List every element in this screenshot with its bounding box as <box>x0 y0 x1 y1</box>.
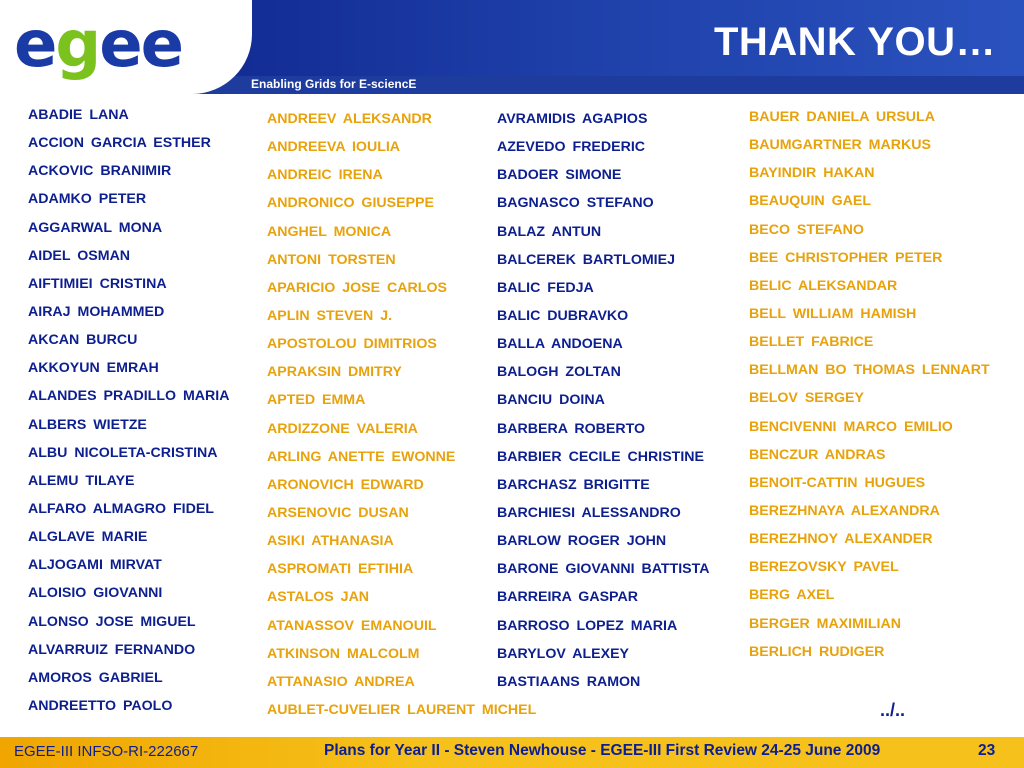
name-entry: AKCAN BURCU <box>28 332 138 349</box>
name-entry: ARDIZZONE VALERIA <box>267 420 418 437</box>
logo-letter-e3: e <box>140 8 183 82</box>
name-entry: BELLMAN BO THOMAS LENNART <box>749 362 990 379</box>
name-entry: BEREZOVSKY PAVEL <box>749 559 899 576</box>
name-entry: APOSTOLOU DIMITRIOS <box>267 336 437 353</box>
name-entry: ALEMU TILAYE <box>28 472 135 489</box>
name-entry: BERGER MAXIMILIAN <box>749 615 901 632</box>
egee-logo <box>14 10 182 80</box>
name-entry: BALIC FEDJA <box>497 279 594 296</box>
name-entry: BALCEREK BARTLOMIEJ <box>497 251 675 268</box>
name-entry: ALBU NICOLETA-CRISTINA <box>28 444 218 461</box>
names-column-2 <box>267 105 536 724</box>
name-entry: ACCION GARCIA ESTHER <box>28 135 211 152</box>
name-entry: BELLET FABRICE <box>749 334 874 351</box>
name-entry: APTED EMMA <box>267 392 366 409</box>
name-entry: BAYINDIR HAKAN <box>749 165 875 182</box>
name-entry: AIRAJ MOHAMMED <box>28 303 165 320</box>
name-entry: ALGLAVE MARIE <box>28 529 148 546</box>
name-entry: BEREZHNAYA ALEXANDRA <box>749 502 940 519</box>
logo-letter-g: g <box>55 8 100 82</box>
name-entry: BARCHIESI ALESSANDRO <box>497 504 681 521</box>
name-entry: BEREZHNOY ALEXANDER <box>749 531 933 548</box>
name-entry: ANDREEV ALEKSANDR <box>267 111 432 127</box>
name-entry: BENOIT-CATTIN HUGUES <box>749 474 926 491</box>
name-entry: BARCHASZ BRIGITTE <box>497 476 650 493</box>
name-entry: BERLICH RUDIGER <box>749 643 885 660</box>
name-entry: ATANASSOV EMANOUIL <box>267 617 437 634</box>
name-entry: BALIC DUBRAVKO <box>497 307 629 324</box>
name-entry: BAUER DANIELA URSULA <box>749 109 935 125</box>
name-entry: ARSENOVIC DUSAN <box>267 504 409 521</box>
name-entry: BECO STEFANO <box>749 221 864 238</box>
name-entry: BARROSO LOPEZ MARIA <box>497 617 678 634</box>
name-entry: ANDREIC IRENA <box>267 167 383 184</box>
name-entry: ANDREEVA IOULIA <box>267 139 401 156</box>
name-entry: AIFTIMIEI CRISTINA <box>28 275 167 292</box>
name-entry: BENCIVENNI MARCO EMILIO <box>749 418 953 435</box>
name-entry: BANCIU DOINA <box>497 392 605 409</box>
name-entry: BARBERA ROBERTO <box>497 420 646 437</box>
name-entry: AKKOYUN EMRAH <box>28 360 159 377</box>
slide-header <box>0 0 1024 96</box>
tagline: Enabling Grids for E-sciencE <box>251 77 417 91</box>
logo-letter-e1: e <box>14 8 56 82</box>
name-entry: BENCZUR ANDRAS <box>749 446 886 463</box>
name-entry: ALVARRUIZ FERNANDO <box>28 641 196 658</box>
name-entry: BARREIRA GASPAR <box>497 589 638 606</box>
name-entry: BELIC ALEKSANDAR <box>749 277 898 294</box>
name-entry: AGGARWAL MONA <box>28 219 163 236</box>
name-entry: BAGNASCO STEFANO <box>497 195 654 212</box>
name-entry: BASTIAANS RAMON <box>497 673 641 690</box>
name-entry: ANDREETTO PAOLO <box>28 697 173 714</box>
name-entry: AUBLET-CUVELIER LAURENT MICHEL <box>267 701 537 718</box>
names-column-1 <box>28 101 229 720</box>
name-entry: ALJOGAMI MIRVAT <box>28 557 162 574</box>
name-entry: BADOER SIMONE <box>497 167 622 184</box>
name-entry: APRAKSIN DMITRY <box>267 364 402 381</box>
name-entry: ASPROMATI EFTIHIA <box>267 561 414 578</box>
name-entry: BERG AXEL <box>749 587 835 604</box>
name-entry: ALONSO JOSE MIGUEL <box>28 613 196 630</box>
footer-presentation-title: Plans for Year II - Steven Newhouse - EGEE-III First Review 24-25 June 2009 <box>324 742 881 759</box>
slide-footer <box>0 737 1024 768</box>
name-entry: ASIKI ATHANASIA <box>267 533 394 550</box>
name-entry: BEAUQUIN GAEL <box>749 193 872 210</box>
names-column-3 <box>497 105 710 696</box>
name-entry: APARICIO JOSE CARLOS <box>267 279 447 296</box>
name-entry: BARYLOV ALEXEY <box>497 645 630 662</box>
logo-container <box>0 0 252 94</box>
name-entry: AVRAMIDIS AGAPIOS <box>497 111 648 127</box>
name-entry: BALOGH ZOLTAN <box>497 364 621 381</box>
name-entry: ASTALOS JAN <box>267 589 370 606</box>
name-entry: BAUMGARTNER MARKUS <box>749 137 931 154</box>
name-entry: BARLOW ROGER JOHN <box>497 533 667 550</box>
name-entry: BELL WILLIAM HAMISH <box>749 305 917 322</box>
name-entry: APLIN STEVEN J. <box>267 307 393 324</box>
name-entry: BALAZ ANTUN <box>497 223 602 240</box>
name-entry: ALANDES PRADILLO MARIA <box>28 388 230 405</box>
continuation-marker: ../.. <box>880 700 906 720</box>
name-entry: ARLING ANETTE EWONNE <box>267 448 456 465</box>
name-entry: BEE CHRISTOPHER PETER <box>749 249 943 266</box>
name-entry: AIDEL OSMAN <box>28 247 131 264</box>
name-entry: ALFARO ALMAGRO FIDEL <box>28 500 214 517</box>
logo-letter-e2: e <box>99 8 141 82</box>
name-entry: BARBIER CECILE CHRISTINE <box>497 448 705 465</box>
slide-title: THANK YOU… <box>713 20 996 64</box>
name-entry: ALBERS WIETZE <box>28 416 147 433</box>
name-entry: ABADIE LANA <box>28 107 129 123</box>
name-entry: BARONE GIOVANNI BATTISTA <box>497 561 710 578</box>
name-entry: AZEVEDO FREDERIC <box>497 139 646 156</box>
name-entry: ATKINSON MALCOLM <box>267 645 420 662</box>
names-column-4 <box>749 103 990 666</box>
name-entry: ALOISIO GIOVANNI <box>28 585 163 602</box>
name-entry: BELOV SERGEY <box>749 390 864 407</box>
name-entry: ANGHEL MONICA <box>267 223 392 240</box>
name-entry: ARONOVICH EDWARD <box>267 476 424 493</box>
name-entry: ACKOVIC BRANIMIR <box>28 163 172 180</box>
name-entry: AMOROS GABRIEL <box>28 669 163 686</box>
name-entry: ANTONI TORSTEN <box>267 251 396 268</box>
name-entry: ATTANASIO ANDREA <box>267 673 415 690</box>
footer-project-id: EGEE-III INFSO-RI-222667 <box>14 743 199 760</box>
page-number: 23 <box>978 742 996 759</box>
name-entry: ADAMKO PETER <box>28 191 147 208</box>
name-entry: BALLA ANDOENA <box>497 336 623 353</box>
name-entry: ANDRONICO GIUSEPPE <box>267 195 434 212</box>
